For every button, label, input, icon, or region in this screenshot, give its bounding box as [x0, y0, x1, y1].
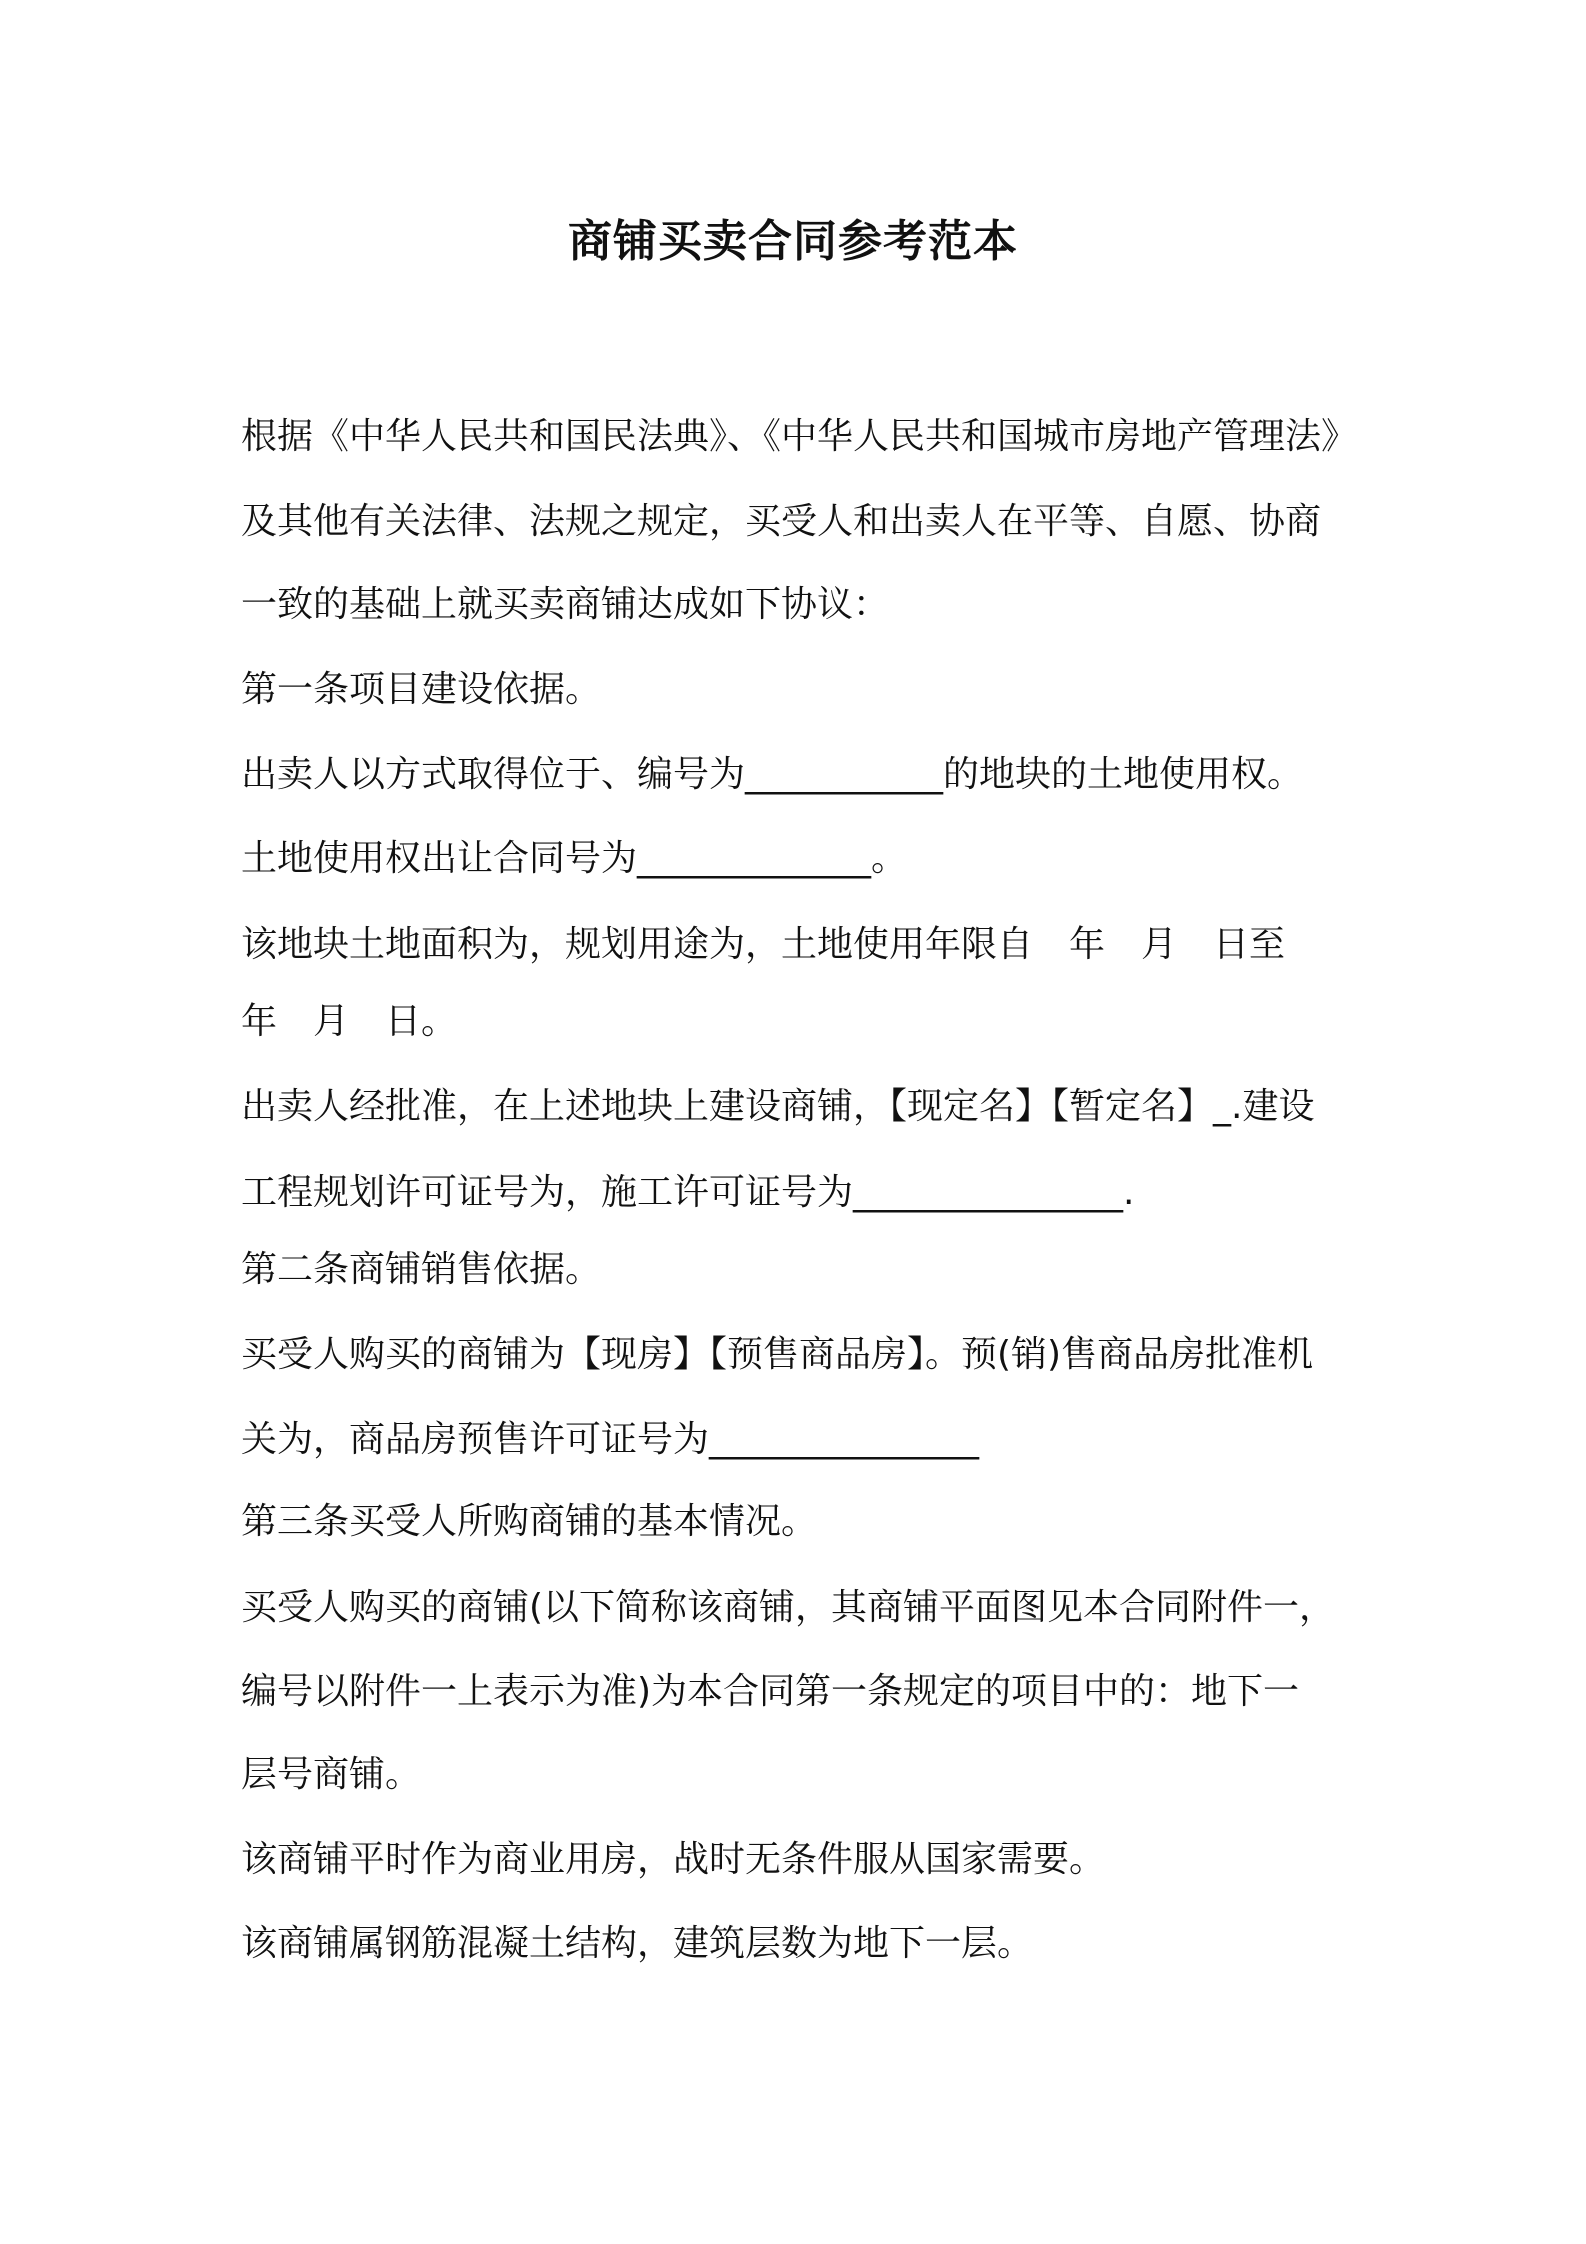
article-heading: 第一条项目建设依据。	[241, 669, 602, 710]
paragraph-line: 出卖人经批准，在上述地块上建设商铺，【现定名】【暂定名】_.建设	[241, 1086, 1315, 1127]
paragraph-line: 关为，商品房预售许可证号为_______________	[241, 1419, 980, 1460]
paragraph-line: 土地使用权出让合同号为_____________。	[241, 838, 908, 879]
article-heading: 第二条商铺销售依据。	[241, 1249, 602, 1290]
article-heading: 第三条买受人所购商铺的基本情况。	[241, 1501, 818, 1542]
document-title: 商铺买卖合同参考范本	[568, 216, 1018, 267]
paragraph-line: 一致的基础上就买卖商铺达成如下协议：	[241, 584, 890, 625]
paragraph-line: 买受人购买的商铺为【现房】【预售商品房】。预(销)售商品房批准机	[241, 1334, 1314, 1375]
paragraph-line: 该商铺属钢筋混凝土结构，建筑层数为地下一层。	[241, 1923, 1034, 1964]
paragraph-line: 买受人购买的商铺(以下简称该商铺，其商铺平面图见本合同附件一，	[241, 1587, 1336, 1628]
paragraph-line: 层号商铺。	[241, 1754, 422, 1795]
paragraph-line: 编号以附件一上表示为准)为本合同第一条规定的项目中的：地下一	[241, 1671, 1300, 1712]
paragraph-line: 出卖人以方式取得位于、编号为___________的地块的土地使用权。	[241, 754, 1304, 795]
paragraph-line: 工程规划许可证号为，施工许可证号为_______________.	[241, 1172, 1135, 1213]
paragraph-line: 年 月 日。	[241, 1001, 458, 1042]
paragraph-line: 该地块土地面积为，规划用途为，土地使用年限自 年 月 日至	[241, 924, 1286, 965]
paragraph-line: 该商铺平时作为商业用房，战时无条件服从国家需要。	[241, 1839, 1106, 1880]
paragraph-line: 及其他有关法律、法规之规定，买受人和出卖人在平等、自愿、协商	[241, 501, 1322, 542]
paragraph-line: 根据《中华人民共和国民法典》、《中华人民共和国城市房地产管理法》	[241, 416, 1358, 457]
